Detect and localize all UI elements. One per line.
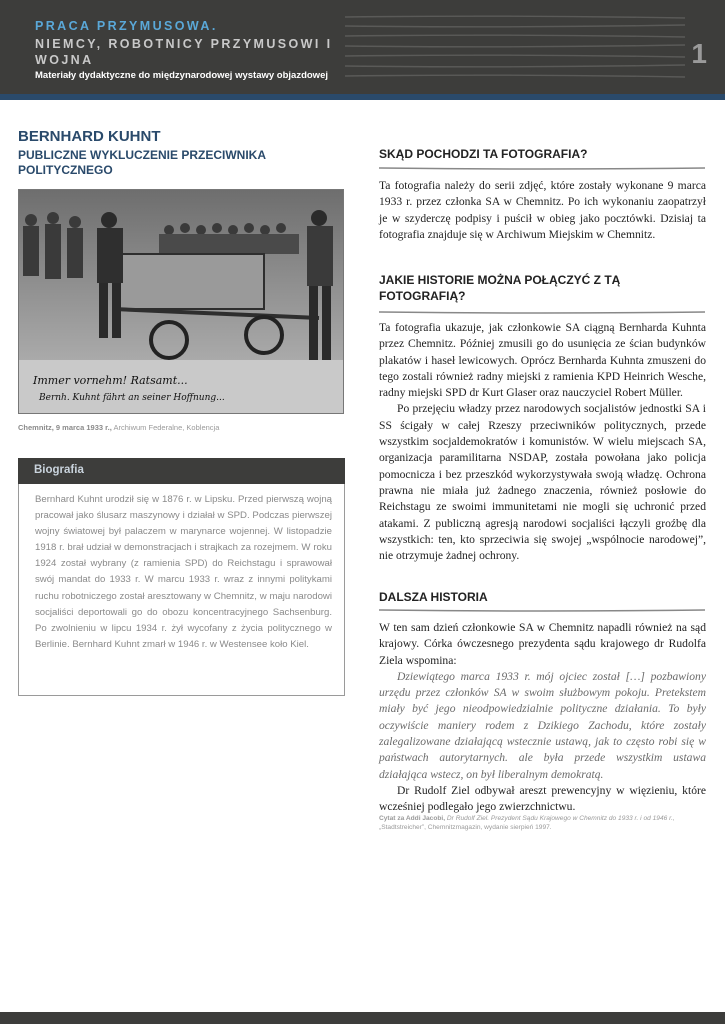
header-decorative-stripes xyxy=(345,14,685,84)
page-subtitle: PUBLICZNE WYKLUCZENIE PRZECIWNIKA POLITYCZNEGO xyxy=(18,148,266,177)
section-text-stories xyxy=(379,320,706,564)
biography-text: Bernhard Kuhnt urodził się w 1876 r. w Lipsku. Przed pierwszą wojną pracował jako ślusarz maszynowy i działał w SPD. Podczas pierwszej wojny światowej był palaczem w marynarce wojennej. W listopadzie 1918 r. brał udział w demonstracjach i strajkach za rozejmem. W roku 1924 został wybrany (z ramienia SPD) do Reichstagu i sprawował swój mandat do 1933 r. W marcu 1933 r. wraz z innymi politykami ruchu robotniczego został aresztowany w Chemnitz, w maju narodowi socjaliści deportowali go do obozu koncentracyjnego Sachsenburg. Po zwolnieniu w lipcu 1934 r. żył wycofany z życia politycznego w Berlinie. Bernhard Kuhnt zmarł w 1946 r. w Westensee koło Kiel. xyxy=(18,484,345,696)
paragraph-further-history: W ten sam dzień członkowie SA w Chemnitz napadli również na sąd krajowy. Córka ówczesnego prezydenta sądu krajowego dr Rudolfa Ziela wspomina: xyxy=(379,621,706,667)
photo-caption xyxy=(18,423,219,432)
caption-location-date: Chemnitz, 9 marca 1933 r., xyxy=(18,423,112,432)
header-series-title: PRACA PRZYMUSOWA. xyxy=(35,19,218,33)
photo-illustration xyxy=(19,190,344,414)
header-accent-bar xyxy=(0,94,725,100)
quote-ziel-daughter: Dziewiątego marca 1933 r. mój ojciec został […] pozbawiony urzędu przez członków SA w swoim służbowym pokoju. Pretekstem miały być jego nieodpowiedzialnie polityczne działania. To były oczywiście maniery rodem z Dzikiego Zachodu, które zostały zalegalizowane działającą wstecznie ustawą, jak to często robi się w państwach autorytarnych. ale była przede wszystkim ustawa działająca wstecz, on był liberalnym demokratą. xyxy=(379,669,706,781)
page-footer-bar xyxy=(0,1012,725,1024)
paragraph-ziel-arrest: Dr Rudolf Ziel odbywał areszt prewencyjny w więzieniu, które wcześniej podlegało jego zwierzchnictwu. xyxy=(379,783,706,814)
photo-sign-line2: Bernh. Kuhnt fährt an seiner Hoffnung... xyxy=(39,393,225,403)
section-rule xyxy=(379,608,705,613)
paragraph-stories-1: Ta fotografia ukazuje, jak członkowie SA ciągną Bernharda Kuhnta przez Chemnitz. Później zmusili go do usunięcia ze ścian budynków plakatów i haseł lewicowych. Oprócz Bernharda Kuhnta zmuszeni do tego zostali również radny miejski z ramienia KPD Heinrich Wesche, radny miejski SPD dr Kurt Glaser oraz nauczyciel Robert Müller. xyxy=(379,321,706,400)
page-header xyxy=(0,0,725,96)
page-title: BERNHARD KUHNT xyxy=(18,128,161,145)
page-number: 1 xyxy=(691,38,707,69)
section-heading-origin: SKĄD POCHODZI TA FOTOGRAFIA? xyxy=(379,147,588,161)
section-heading-stories: JAKIE HISTORIE MOŻNA POŁĄCZYĆ Z TĄ FOTOGRAFIĄ? xyxy=(379,273,621,303)
header-subtitle: Materiały dydaktyczne do międzynarodowej wystawy objazdowej xyxy=(35,70,328,81)
header-exhibition-title: NIEMCY, ROBOTNICY PRZYMUSOWI I WOJNA xyxy=(35,37,333,67)
biography-heading: Biografia xyxy=(18,458,345,484)
section-text-further-history xyxy=(379,620,706,816)
paragraph-stories-2: Po przejęciu władzy przez narodowych socjalistów jednostki SA i SS ścigały w całej Rzeszy przeciwników politycznych, przede wszystkim socjaldemokratów i komunistów. W wielu miejscach SA, organizacja paramilitarna NSDAP, została powołana jako policja pomocnicza i bez przeszkód wykorzystywała swoją władzę. Ochrona prawna nie miała już żadnego znaczenia, również posłowie do Reichstagu ze swoimi immunitetami nie mogli się uchronić przed atakami. Z publiczną agresją narodowi socjaliści łączyli groźbę dla wszystkich: ten, kto sprzeciwia się swojej „wspólnocie narodowej”, nie otrzymuje żadnej ochrony. xyxy=(379,402,706,563)
section-rule xyxy=(379,310,705,315)
caption-source: Archiwum Federalne, Koblencja xyxy=(111,423,220,432)
photo-sign-line1: Immer vornehm! Ratsamt... xyxy=(33,374,188,387)
citation-title: Dr Rudolf Ziel. Prezydent Sądu Krajowego w Chemnitz do 1933 r. i od 1946 r., xyxy=(446,815,675,822)
quote-citation xyxy=(379,814,709,832)
historical-photograph xyxy=(18,189,344,414)
citation-author: Cytat za Addi Jacobi, xyxy=(379,815,447,822)
citation-source: „Stadtstreicher”, Chemnitzmagazin, wydanie sierpień 1997. xyxy=(379,824,552,831)
section-text-origin xyxy=(379,178,706,243)
section-rule xyxy=(379,166,705,171)
section-heading-further-history: DALSZA HISTORIA xyxy=(379,590,488,604)
paragraph-origin: Ta fotografia należy do serii zdjęć, które zostały wykonane 9 marca 1933 r. przez członka SA w Chemnitz. Po ich wykonaniu zaopatrzył je w szyderczę podpisy i puścił w obieg jako pocztówki. Dzisiaj ta fotografia znajduje się w Archiwum Miejskim w Chemnitz. xyxy=(379,179,706,241)
